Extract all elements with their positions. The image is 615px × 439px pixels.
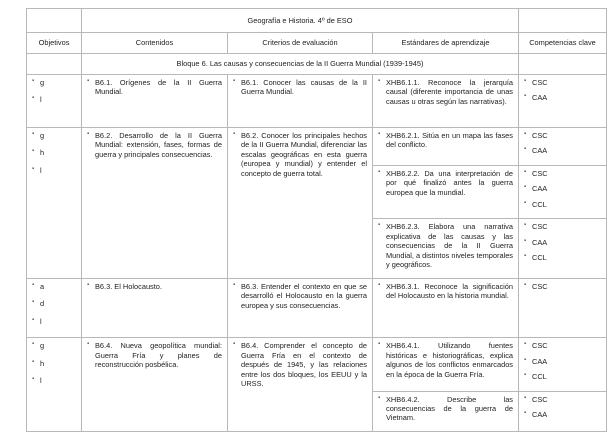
estandar-text: ▪ XHB6.2.1. Sitúa en un mapa las fases del conflicto.	[378, 131, 513, 150]
contenido-text: ▪ B6.1. Orígenes de la II Guerra Mundial.	[87, 78, 222, 97]
objetivo-item: ▪ l	[32, 317, 76, 326]
objetivo-item: ▪ g	[32, 341, 76, 350]
competencia-item: ▪ CSC	[524, 131, 601, 140]
objetivos-cell	[27, 75, 82, 128]
criterio-cell	[228, 128, 373, 279]
contenido-text: ▪ B6.3. El Holocausto.	[87, 282, 222, 291]
competencia-item: ▪ CCL	[524, 253, 601, 262]
objetivos-cell	[27, 278, 82, 337]
competencia-item: ▪ CSC	[524, 341, 601, 350]
objetivo-item: ▪ l	[32, 95, 76, 104]
estandar-text: ▪ XHB6.2.2. Da una interpretación de por qué finalizó antes la guerra europea que la mundial.	[378, 169, 513, 197]
objetivo-item: ▪ h	[32, 359, 76, 368]
objetivos-cell	[27, 338, 82, 432]
block-row	[27, 54, 607, 75]
criterio-cell	[228, 338, 373, 432]
estandar-cell	[373, 219, 519, 278]
block-blank-cell-right	[519, 54, 607, 75]
estandar-text: ▪ XHB6.4.2. Describe las consecuencias de la guerra de Vietnam.	[378, 395, 513, 423]
competencia-item: ▪ CSC	[524, 169, 601, 178]
competencias-cell	[519, 391, 607, 431]
estandar-text: ▪ XHB6.3.1. Reconoce la significación del Holocausto en la historia mundial.	[378, 282, 513, 301]
block-title: Bloque 6. Las causas y consecuencias de la II Guerra Mundial (1939-1945)	[82, 54, 519, 75]
header-competencias: Competencias clave	[519, 33, 607, 54]
table-row	[27, 128, 607, 166]
estandar-cell	[373, 75, 519, 128]
objetivo-item: ▪ g	[32, 78, 76, 87]
table-row	[27, 338, 607, 391]
title-blank-cell	[27, 9, 82, 33]
estandar-cell	[373, 338, 519, 391]
objetivo-item: ▪ d	[32, 299, 76, 308]
curriculum-table-wrapper	[26, 8, 607, 432]
criterio-text: ▪ B6.2. Conocer los principales hechos de la II Guerra Mundial, diferenciar las escalas geográficas en esta guerra (europea y mundial) y entender el concepto de guerra total.	[233, 131, 367, 178]
table-row	[27, 75, 607, 128]
objetivo-item: ▪ g	[32, 131, 76, 140]
competencias-cell	[519, 219, 607, 278]
objetivo-item: ▪ l	[32, 376, 76, 385]
estandar-text: ▪ XHB6.4.1. Utilizando fuentes históricas e historiográficas, explica algunos de los conflictos enmarcados en la época de la Guerra Fría.	[378, 341, 513, 379]
competencia-item: ▪ CAA	[524, 93, 601, 102]
criterio-cell	[228, 278, 373, 337]
header-criterios: Criterios de evaluación	[228, 33, 373, 54]
competencias-cell	[519, 75, 607, 128]
estandar-text: ▪ XHB6.2.3. Elabora una narrativa explicativa de las causas y las consecuencias de la II Guerra Mundial, a distintos niveles temporales y geográficos.	[378, 222, 513, 269]
competencia-item: ▪ CAA	[524, 146, 601, 155]
competencia-item: ▪ CSC	[524, 78, 601, 87]
competencia-item: ▪ CAA	[524, 410, 601, 419]
competencias-cell	[519, 165, 607, 218]
objetivo-item: ▪ a	[32, 282, 76, 291]
criterio-cell	[228, 75, 373, 128]
estandar-cell	[373, 391, 519, 431]
contenido-cell	[82, 338, 228, 432]
competencia-item: ▪ CAA	[524, 357, 601, 366]
contenido-text: ▪ B6.4. Nueva geopolítica mundial: Guerra Fría y planes de reconstrucción posbélica.	[87, 341, 222, 369]
header-contenidos: Contenidos	[82, 33, 228, 54]
contenido-cell	[82, 128, 228, 279]
criterio-text: ▪ B6.1. Conocer las causas de la II Guerra Mundial.	[233, 78, 367, 97]
estandar-cell	[373, 165, 519, 218]
curriculum-table	[26, 8, 607, 432]
header-objetivos: Objetivos	[27, 33, 82, 54]
objetivos-cell	[27, 128, 82, 279]
competencias-cell	[519, 128, 607, 166]
competencia-item: ▪ CCL	[524, 200, 601, 209]
competencia-item: ▪ CCL	[524, 372, 601, 381]
criterio-text: ▪ B6.4. Comprender el concepto de Guerra Fría en el contexto de después de 1945, y las relaciones entre los dos bloques, los EEUU y la URSS.	[233, 341, 367, 388]
competencias-cell	[519, 278, 607, 337]
objetivo-item: ▪ l	[32, 166, 76, 175]
estandar-cell	[373, 128, 519, 166]
contenido-cell	[82, 278, 228, 337]
header-estandares: Estándares de aprendizaje	[373, 33, 519, 54]
contenido-text: ▪ B6.2. Desarrollo de la II Guerra Mundial: extensión, fases, formas de guerra y principales consecuencias.	[87, 131, 222, 159]
criterio-text: ▪ B6.3. Entender el contexto en que se desarrolló el Holocausto en la guerra europea y sus consecuencias.	[233, 282, 367, 310]
block-blank-cell	[27, 54, 82, 75]
estandar-text: ▪ XHB6.1.1. Reconoce la jerarquía causal (diferente importancia de unas causas u otras según las narrativas).	[378, 78, 513, 106]
objetivo-item: ▪ h	[32, 148, 76, 157]
header-row	[27, 33, 607, 54]
competencias-cell	[519, 338, 607, 391]
table-title: Geografía e Historia. 4º de ESO	[82, 9, 519, 33]
contenido-cell	[82, 75, 228, 128]
title-row	[27, 9, 607, 33]
table-row	[27, 278, 607, 337]
competencia-item: ▪ CSC	[524, 222, 601, 231]
competencia-item: ▪ CSC	[524, 282, 601, 291]
estandar-cell	[373, 278, 519, 337]
competencia-item: ▪ CAA	[524, 184, 601, 193]
competencia-item: ▪ CAA	[524, 238, 601, 247]
title-blank-cell-right	[519, 9, 607, 33]
competencia-item: ▪ CSC	[524, 395, 601, 404]
